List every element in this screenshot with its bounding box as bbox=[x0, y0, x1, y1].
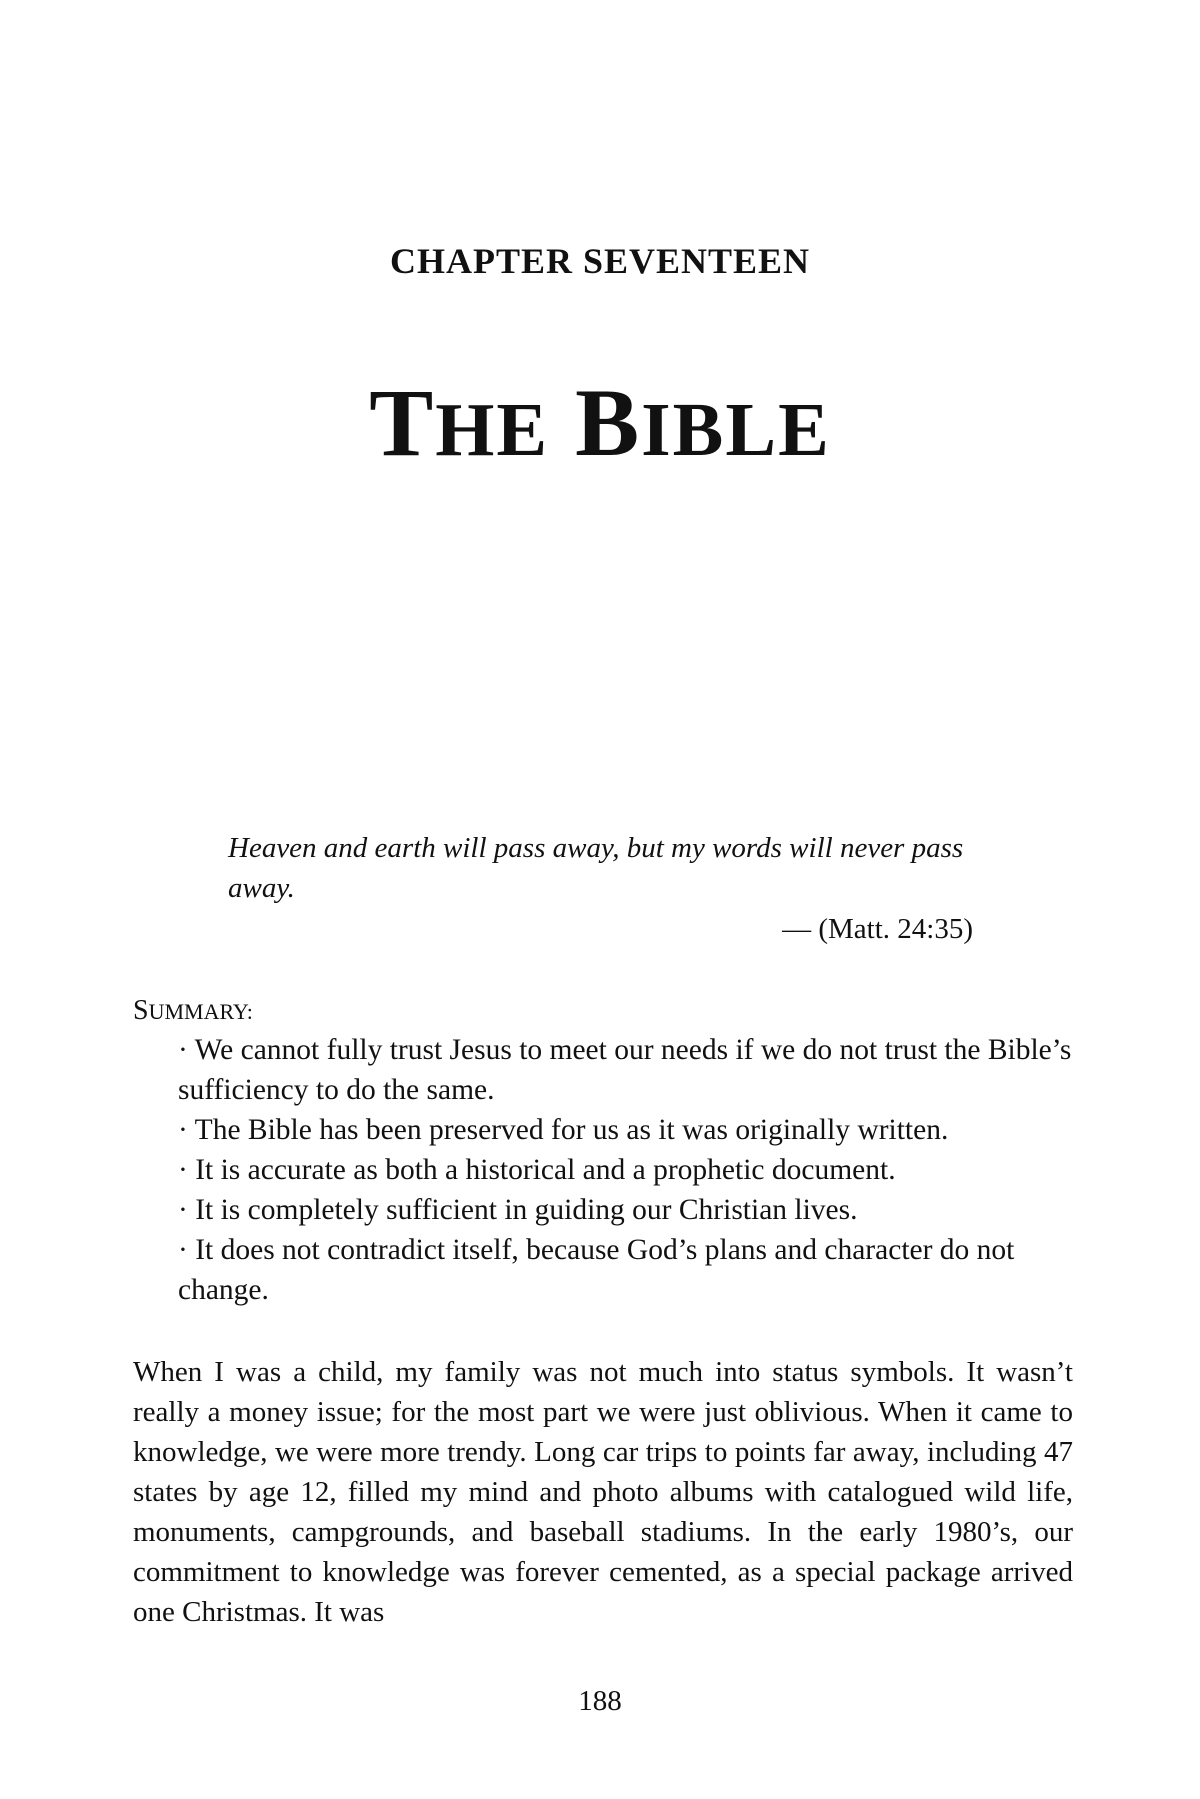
summary-item bbox=[178, 1190, 1078, 1230]
summary-item-text: It does not contradict itself, because God’s plans and character do not change. bbox=[178, 1234, 1015, 1306]
bullet-icon: · bbox=[178, 1034, 188, 1066]
body-paragraph: When I was a child, my family was not much into status symbols. It wasn’t really a money issue; for the most part we were just oblivious. When it came to knowledge, we were more trendy. Long car trips to points far away, including 47 states by age 12, filled my mind and photo albums with catalogued wild life, monuments, campgrounds, and baseball stadiums. In the early 1980’s, our commitment to knowledge was forever cemented, as a special package arrived one Christmas. It was bbox=[133, 1356, 1073, 1628]
summary-item bbox=[178, 1110, 1078, 1150]
chapter-title bbox=[0, 369, 1200, 476]
summary-item bbox=[178, 1230, 1078, 1310]
epigraph-citation: — (Matt. 24:35) bbox=[782, 913, 973, 945]
summary-item bbox=[178, 1150, 1078, 1190]
title-word-2-rest: IBLE bbox=[641, 388, 831, 472]
summary-item-text: The Bible has been preserved for us as it was originally written. bbox=[194, 1114, 949, 1146]
bullet-icon: · bbox=[178, 1114, 188, 1146]
epigraph-quote: Heaven and earth will pass away, but my words will never pass away. bbox=[228, 832, 964, 904]
title-word-2-initial: B bbox=[575, 369, 642, 476]
summary-list bbox=[178, 1030, 1078, 1310]
title-word-1-rest: HE bbox=[435, 388, 550, 472]
bullet-icon: · bbox=[178, 1234, 188, 1266]
bullet-icon: · bbox=[178, 1154, 188, 1186]
summary-item-text: It is completely sufficient in guiding our Christian lives. bbox=[195, 1194, 858, 1226]
title-word-1-initial: T bbox=[369, 369, 436, 476]
bullet-icon: · bbox=[178, 1194, 188, 1226]
summary-heading bbox=[133, 995, 253, 1027]
summary-item bbox=[178, 1030, 1078, 1110]
summary-heading-rest: UMMARY: bbox=[148, 999, 253, 1024]
summary-item-text: We cannot fully trust Jesus to meet our needs if we do not trust the Bible’s sufficiency to do the same. bbox=[178, 1034, 1072, 1106]
summary-item-text: It is accurate as both a historical and a prophetic document. bbox=[195, 1154, 896, 1186]
summary-heading-initial: S bbox=[133, 995, 149, 1026]
chapter-label: CHAPTER SEVENTEEN bbox=[389, 241, 811, 281]
page-number: 188 bbox=[578, 1685, 622, 1717]
